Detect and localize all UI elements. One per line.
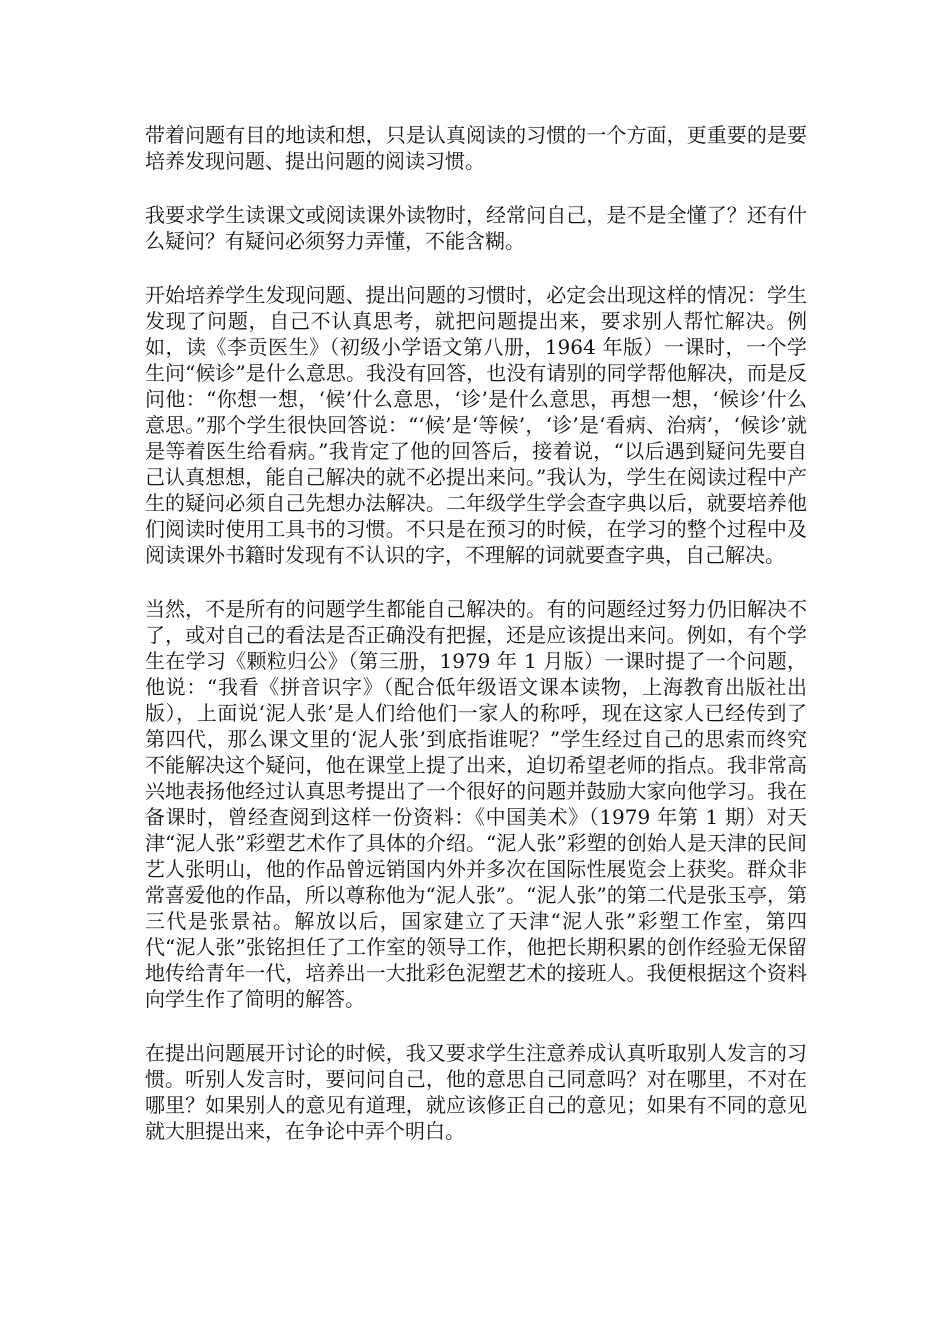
paragraph-4: 当然，不是所有的问题学生都能自己解决的。有的问题经过努力仍旧解决不了，或对自己的看法是否正确没有把握，还是应该提出来问。例如，有个学生在学习《颗粒归公》（第三册，1979 年 1 月版）一课时提了一个问题，他说：“我看《拼音识字》（配合低年级语文课本读物，上海教育出版社出版），上面说‘泥人张’是人们给他们一家人的称呼，现在这家人已经传到了第四代，那么课文里的‘泥人张’到底指谁呢？”学生经过自己的思索而终究不能解决这个疑问，他在课堂上提了出来，迫切希望老师的指点。我非常高兴地表扬他经过认真思考提出了一个很好的问题并鼓励大家向他学习。我在备课时，曾经查阅到这样一份资料：《中国美术》（1979 年第 1 期）对天津“泥人张”彩塑艺术作了具体的介绍。“泥人张”彩塑的创始人是天津的民间艺人张明山，他的作品曾远销国内外并多次在国际性展览会上获奖。群众非常喜爱他的作品，所以尊称他为“泥人张”。“泥人张”的第二代是张玉亭，第三代是张景祜。解放以后，国家建立了天津“泥人张”彩塑工作室，第四代“泥人张”张铭担任了工作室的领导工作，他把长期积累的创作经验无保留地传给青年一代，培养出一大批彩色泥塑艺术的接班人。我便根据这个资料向学生作了简明的解答。 (145, 597, 807, 1011)
paragraph-2: 我要求学生读课文或阅读课外读物时，经常问自己，是不是全懂了？还有什么疑问？有疑问必须努力弄懂，不能含糊。 (145, 203, 807, 253)
paragraph-3: 开始培养学生发现问题、提出问题的习惯时，必定会出现这样的情况：学生发现了问题，自己不认真思考，就把问题提出来，要求别人帮忙解决。例如，读《李贡医生》（初级小学语文第八册，1964 年版）一课时，一个学生问“候诊”是什么意思。我没有回答，也没有请别的同学帮他解决，而是反问他：“你想一想，‘候’什么意思，‘诊’是什么意思，再想一想，‘候诊’什么意思。”那个学生很快回答说：“‘候’是‘等候’，‘诊’是‘看病、治病’，‘候诊’就是等着医生给看病。”我肯定了他的回答后，接着说，“以后遇到疑问先要自己认真想想，能自己解决的就不必提出来问。”我认为，学生在阅读过程中产生的疑问必须自己先想办法解决。二年级学生学会查字典以后，就要培养他们阅读时使用工具书的习惯。不只是在预习的时候，在学习的整个过程中及阅读课外书籍时发现有不认识的字，不理解的词就要查字典，自己解决。 (145, 283, 807, 567)
paragraph-5: 在提出问题展开讨论的时候，我又要求学生注意养成认真听取别人发言的习惯。听别人发言时，要问问自己，他的意思自己同意吗？对在哪里，不对在哪里？如果别人的意见有道理，就应该修正自己的意见；如果有不同的意见就大胆提出来，在争论中弄个明白。 (145, 1041, 807, 1143)
document-body (145, 122, 807, 1172)
paragraph-1: 带着问题有目的地读和想，只是认真阅读的习惯的一个方面，更重要的是要培养发现问题、提出问题的阅读习惯。 (145, 123, 807, 173)
